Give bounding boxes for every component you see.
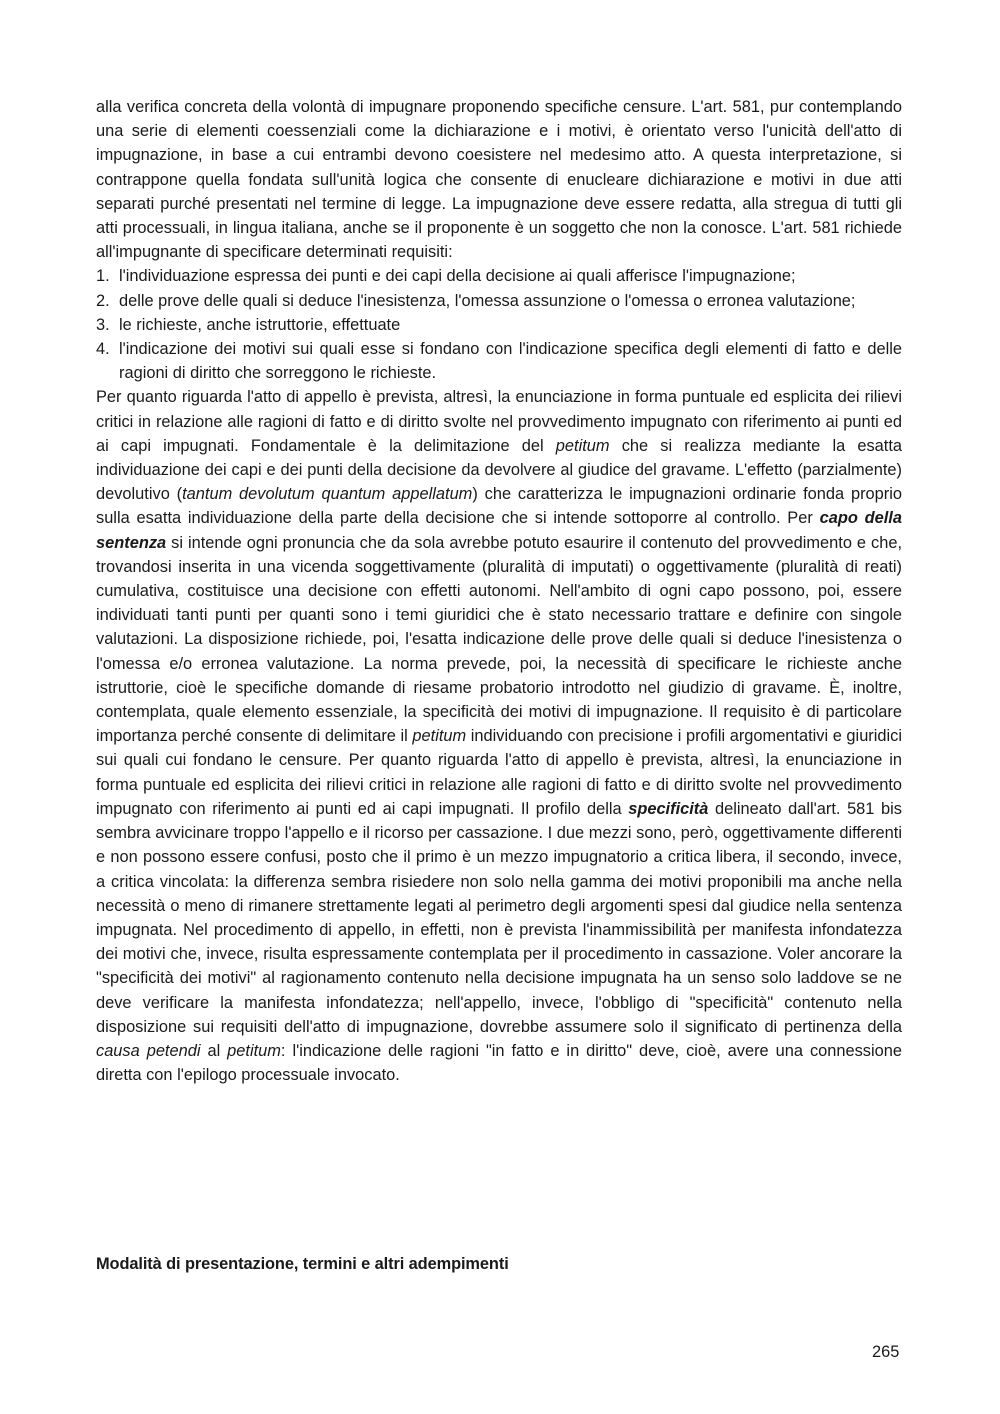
intro-paragraph: alla verifica concreta della volontà di impugnare proponendo specifiche censure. L'art. 581, pur contemplando una serie di elementi coessenziali come la dichiarazione e i motivi, è orientato verso l'unicità dell'atto di impugnazione, in base a cui entrambi devono coesistere nel medesimo atto. A questa interpretazione, si contrappone quella fondata sull'unità logica che consente di enucleare dichiarazione e motivi in due atti separati purché presentati nel termine di legge. La impugnazione deve essere redatta, alla stregua di tutti gli atti processuali, in lingua italiana, anche se il proponente è un soggetto che non la conosce. L'art. 581 richiede all'impugnante di specificare determinati requisiti: — [96, 98, 902, 262]
text-run: ) che caratterizza le impugnazioni ordinarie fonda proprio sulla esatta individuazione della parte della decisione che si intende sottoporre al controllo. Per — [96, 485, 902, 528]
italic-term: causa petendi — [96, 1041, 201, 1060]
italic-term: petitum — [412, 727, 467, 746]
list-item-number: 4. — [96, 340, 110, 359]
text-run: Per quanto riguarda l'atto di appello è prevista, altresì, la enunciazione in forma puntuale ed esplicita dei rilievi critici in relazione alle ragioni di fatto e di diritto svolte nel provvedimento impugnato con riferimento ai punti ed ai capi impugnati. Fondamentale è la delimitazione del — [96, 388, 902, 455]
italic-term: petitum — [227, 1041, 281, 1060]
italic-term: petitum — [555, 436, 610, 455]
list-item-number: 2. — [96, 291, 110, 310]
page-number: 265 — [872, 1343, 900, 1361]
list-item-number: 3. — [96, 315, 110, 334]
appeal-paragraph — [96, 385, 902, 1087]
text-run: al — [200, 1041, 228, 1060]
bold-italic-term: specificità — [628, 799, 709, 818]
list-item — [96, 313, 902, 337]
document-body — [96, 95, 902, 1087]
text-run: che si realizza mediante la esatta individuazione dei capi e dei punti della decisione da devolvere al giudice del gravame. L'effetto (parzialmente) devolutivo ( — [96, 436, 902, 504]
list-item-text: delle prove delle quali si deduce l'inesistenza, l'omessa assunzione o l'omessa o erronea valutazione; — [119, 291, 856, 310]
list-item-number: 1. — [96, 267, 110, 286]
text-run: delineato dall'art. 581 bis sembra avvicinare troppo l'appello e il ricorso per cassazione. I due mezzi sono, però, oggettivamente differenti e non possono essere confusi, posto che il primo è un mezzo impugnatorio a critica libera, il secondo, invece, a critica vincolata: la differenza sembra risiedere non solo nella gamma dei motivi proponibili ma anche nella necessità o meno di rimanere strettamente legati al perimetro degli argomenti spesi dal giudice nella sentenza impugnata. Nel procedimento di appello, in effetti, non è prevista l'inammissibilità per manifesta infondatezza dei motivi che, invece, risulta espressamente contemplata per il procedimento in cassazione. Voler ancorare la "specificità dei motivi" al ragionamento contenuto nella decisione impugnata ha un senso solo laddove se ne deve verificare la manifesta infondatezza; nell'appello, invece, l'obbligo di "specificità" contenuto nella disposizione sui requisiti dell'atto di impugnazione, dovrebbe assumere solo il significato di pertinenza della — [96, 799, 902, 1036]
italic-term: tantum devolutum quantum appellatum — [182, 485, 473, 504]
list-item-text: l'indicazione dei motivi sui quali esse si fondano con l'indicazione specifica degli elementi di fatto e delle ragioni di diritto che sorreggono le richieste. — [119, 340, 902, 383]
requirements-list — [96, 264, 902, 385]
list-item — [96, 289, 902, 313]
list-item-text: le richieste, anche istruttorie, effettuate — [119, 315, 401, 334]
section-heading: Modalità di presentazione, termini e altri adempimenti — [96, 1255, 509, 1273]
bold-italic-term: capo della sentenza — [96, 509, 902, 552]
text-run: : l'indicazione delle ragioni "in fatto e in diritto" deve, cioè, avere una connessione diretta con l'epilogo processuale invocato. — [96, 1041, 902, 1085]
list-item — [96, 264, 902, 288]
text-run: individuando con precisione i profili argomentativi e giuridici sui quali cui fondano le censure. Per quanto riguarda l'atto di appello è prevista, altresì, la enunciazione in forma puntuale ed esplicita dei rilievi critici in relazione alle ragioni di fatto e di diritto svolte nel provvedimento impugnato con riferimento ai punti ed ai capi impugnati. Il profilo della — [96, 727, 903, 818]
text-run: si intende ogni pronuncia che da sola avrebbe potuto esaurire il contenuto del provvedimento e che, trovandosi inserita in una vicenda soggettivamente (pluralità di imputati) o oggettivamente (pluralità di reati) cumulativa, costituisce una decisione con effetti autonomi. Nell'ambito di ogni capo possono, poi, essere individuati tanti punti per quanti sono i temi giuridici che è stato necessario trattare e definire con singole valutazioni. La disposizione richiede, poi, l'esatta indicazione delle prove delle quali si deduce l'inesistenza o l'omessa e/o erronea valutazione. La norma prevede, poi, la necessità di specificare le richieste anche istruttorie, cioè le specifiche domande di riesame probatorio introdotto nel giudizio di gravame. È, inoltre, contemplata, quale elemento essenziale, la specificità dei motivi di impugnazione. Il requisito è di particolare importanza perché consente di delimitare il — [96, 533, 902, 746]
list-item-text: l'individuazione espressa dei punti e dei capi della decisione ai quali afferisce l'impugnazione; — [119, 267, 796, 286]
list-item — [96, 337, 902, 385]
